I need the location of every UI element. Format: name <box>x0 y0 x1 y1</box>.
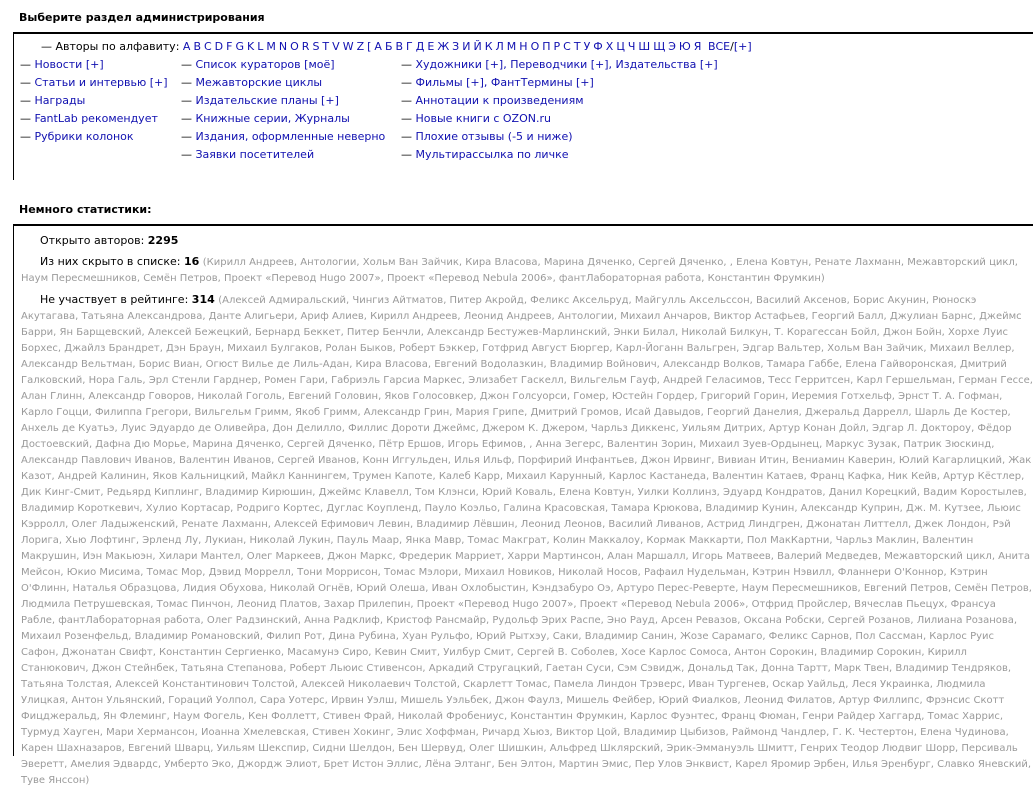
cyrillic-letter-link[interactable]: Л <box>495 40 504 53</box>
cyrillic-letter-link[interactable]: А <box>374 40 382 53</box>
latin-letter-link[interactable]: K <box>247 40 255 53</box>
dash-bullet: — <box>401 112 412 125</box>
admin-link-row <box>181 148 401 166</box>
admin-link-row <box>401 130 801 148</box>
admin-link[interactable]: Новости [+] <box>34 58 104 71</box>
admin-link-row <box>20 130 181 148</box>
latin-letter-link[interactable]: R <box>301 40 310 53</box>
hidden-authors-list: (Кирилл Андреев, Антологии, Хольм Ван Зайчик, Кира Власова, Марина Дяченко, Сергей Дяченко, , Елена Ковтун, Ренате Лахманн, Межавторский цикл, Наум Пересмешников, Семён Петров, Проект «Перевод Hugo 2007», Проект «Перевод Nebula 2006», фантЛабораторная работа, Константин Фрумкин) <box>21 257 1018 284</box>
cyrillic-letter-link[interactable]: Ф <box>593 40 603 53</box>
admin-links-column-3 <box>401 58 801 166</box>
latin-letter-link[interactable]: G <box>235 40 245 53</box>
latin-letter-link[interactable]: Z <box>356 40 365 53</box>
admin-links-column-1 <box>20 58 181 166</box>
cyrillic-letter-link[interactable]: С <box>563 40 571 53</box>
cyrillic-letter-link[interactable]: Ш <box>638 40 651 53</box>
cyrillic-letter-link[interactable]: Ц <box>616 40 625 53</box>
admin-link[interactable]: Новые книги с OZON.ru <box>415 112 551 125</box>
cyrillic-letter-link[interactable]: Ж <box>437 40 450 53</box>
slash-separator: / <box>730 40 734 53</box>
latin-letter-link[interactable]: L <box>257 40 264 53</box>
authors-by-alphabet-label: — Авторы по алфавиту: <box>41 40 180 53</box>
admin-link[interactable]: Плохие отзывы (-5 и ниже) <box>415 130 573 143</box>
dash-bullet: — <box>20 94 31 107</box>
latin-letter-link[interactable]: O <box>290 40 299 53</box>
admin-link[interactable]: Заявки посетителей <box>195 148 315 161</box>
cyrillic-letter-link[interactable]: Н <box>519 40 528 53</box>
dash-bullet: — <box>20 130 31 143</box>
dash-bullet: — <box>181 148 192 161</box>
cyrillic-letter-link[interactable]: З <box>452 40 460 53</box>
admin-link[interactable]: Издательские планы [+] <box>195 94 339 107</box>
dash-bullet: — <box>401 130 412 143</box>
cyrillic-letter-link[interactable]: И <box>462 40 471 53</box>
alphabet-nav <box>14 34 1033 58</box>
admin-link-row <box>181 76 401 94</box>
cyrillic-letter-link[interactable]: Й <box>473 40 482 53</box>
cyrillic-letter-link[interactable]: Г <box>406 40 413 53</box>
latin-letter-link[interactable]: M <box>266 40 276 53</box>
admin-link[interactable]: Книжные серии, Журналы <box>195 112 350 125</box>
admin-link[interactable]: Мультирассылка по личке <box>415 148 569 161</box>
opened-authors-label: Открыто авторов: <box>40 234 145 247</box>
admin-link-row <box>401 94 801 112</box>
dash-bullet: — <box>181 76 192 89</box>
dash-bullet: — <box>20 76 31 89</box>
dash-bullet: — <box>181 58 192 71</box>
admin-link[interactable]: Список кураторов [моё] <box>195 58 335 71</box>
admin-links-grid <box>14 58 1033 166</box>
dash-bullet: — <box>401 94 412 107</box>
cyrillic-letter-link[interactable]: Щ <box>653 40 666 53</box>
dash-bullet: — <box>181 94 192 107</box>
cyrillic-letter-link[interactable]: В <box>395 40 404 53</box>
unrated-authors-label: Не участвует в рейтинге: <box>40 293 189 306</box>
latin-letters <box>183 40 367 53</box>
dash-bullet: — <box>401 76 412 89</box>
unrated-authors-count: 314 <box>191 293 215 306</box>
admin-link[interactable]: Награды <box>34 94 86 107</box>
dash-bullet: — <box>181 112 192 125</box>
cyrillic-letter-link[interactable]: К <box>484 40 493 53</box>
latin-letter-link[interactable]: B <box>193 40 201 53</box>
cyrillic-letter-link[interactable]: Я <box>693 40 702 53</box>
admin-link-row <box>401 76 801 94</box>
admin-link-row <box>20 58 181 76</box>
hidden-authors-count: 16 <box>183 255 200 268</box>
admin-link-row <box>20 112 181 130</box>
admin-link[interactable]: FantLab рекомендует <box>34 112 158 125</box>
admin-link-row <box>181 112 401 130</box>
admin-link-row <box>20 94 181 112</box>
cyrillic-letters <box>374 40 704 53</box>
latin-letter-link[interactable]: F <box>226 40 233 53</box>
admin-section-title: Выберите раздел администрирования <box>19 11 265 24</box>
dash-bullet: — <box>181 130 192 143</box>
dash-bullet: — <box>401 58 412 71</box>
admin-link[interactable]: Статьи и интервью [+] <box>34 76 168 89</box>
all-letters-link[interactable]: ВСЕ <box>707 40 731 53</box>
latin-letter-link[interactable]: V <box>332 40 340 53</box>
dash-bullet: — <box>401 148 412 161</box>
latin-letter-link[interactable]: A <box>182 40 191 53</box>
admin-link[interactable]: Аннотации к произведениям <box>415 94 584 107</box>
opened-authors-stat <box>40 233 1033 248</box>
cyrillic-letter-link[interactable]: М <box>506 40 517 53</box>
admin-link-row <box>181 130 401 148</box>
admin-link-row <box>401 112 801 130</box>
unrated-authors-stat <box>21 292 1033 788</box>
latin-letter-link[interactable]: S <box>312 40 320 53</box>
admin-link-row <box>181 58 401 76</box>
hidden-authors-label: Из них скрыто в списке: <box>40 255 181 268</box>
cyrillic-letter-link[interactable]: Д <box>415 40 425 53</box>
cyrillic-letter-link[interactable]: Б <box>384 40 393 53</box>
cyrillic-letter-link[interactable]: Е <box>427 40 435 53</box>
admin-link-row <box>401 58 801 76</box>
latin-letter-link[interactable]: N <box>278 40 288 53</box>
cyrillic-letter-link[interactable]: Ч <box>627 40 636 53</box>
latin-letter-link[interactable]: D <box>214 40 224 53</box>
admin-link-row <box>20 76 181 94</box>
dash-bullet: — <box>20 112 31 125</box>
cyrillic-letter-link[interactable]: У <box>583 40 591 53</box>
cyrillic-letter-link[interactable]: Р <box>553 40 561 53</box>
unrated-authors-list: (Алексей Адмиральский, Чингиз Айтматов, Питер Акройд, Феликс Аксельруд, Майгулль Аксельссон, Василий Аксенов, Борис Акунин, Рюноскэ Акутагава, Татьяна Александрова, Данте Алигьери, Ариф Алиев, Кирилл Андреев, Леонид Андреев, Антологии, Михаил Анчаров, Виктор Астафьев, Георгий Балл, Джулиан Барнс, Джеймс Барри, Ян Барщевский, Алексей Бежецкий, Бернард Беккет, Питер Бенчли, Александр Бестужев-Марлинский, Энки Билал, Николай Билкун, Т. Корагессан Бойл, Джон Бойн, Хорхе Луис Борхес, Джайлз Брандрет, Дэн Браун, Михаил Булгаков, Ролан Быков, Роберт Бэккер, Готфрид Август Бюргер, Карл-Йоганн Вальгрен, Эдгар Вальтер, Хольм Ван Зайчик, Михаил Веллер, Александр Вельтман, Борис Виан, Огюст Вилье де Лиль-Адан, Кира Власова, Евгений Водолазкин, Владимир Войнович, Александр Волков, Тамара Габбе, Елена Гайворонская, Дмитрий Галковский, Нора Галь, Эрл Стенли Гарднер, Ромен Гари, Габриэль Гарсиа Маркес, Элизабет Гаскелл, Вильгельм Гауф, Андрей Геласимов, Тесс Герритсен, Карл Гершельман, Герман Гессе, Алан Глинн, Александр Говоров, Николай Гоголь, Евгений Головин, Яков Голосовкер, Джон Голсуорси, Гомер, Юстейн Гордер, Григорий Горин, Иеремия Готхельф, Эрнст Т. А. Гофман, Карло Гоцци, Филиппа Грегори, Вильгельм Гримм, Якоб Гримм, Александр Грин, Мария Грипе, Дмитрий Громов, Исай Давыдов, Георгий Данелия, Джеральд Даррелл, Шарль Де Костер, Анхель де Куатьэ, Луис Эдуардо де Оливейра, Дон Делилло, Филлис Дороти Джеймс, Джером К. Джером, Чарльз Диккенс, Уильям Дитрих, Артур Конан Дойл, Эдгар Л. Доктороу, Фёдор Достоевский, Дафна Дю Морье, Марина Дяченко, Сергей Дяченко, Пётр Ершов, Игорь Ефимов, , Анна Зегерс, Валентин Зорин, Михаил Зуев-Ордынец, Маркус Зузак, Патрик Зюскинд, Александр Павлович Иванов, Валентин Иванов, Сергей Иванов, Конн Иггульден, Илья Ильф, Порфирий Инфантьев, Джон Ирвинг, Вивиан Итин, Вениамин Каверин, Юлий Кагарлицкий, Жак Казот, Андрей Калинин, Яков Кальницкий, Майкл Каннингем, Трумен Капоте, Калеб Карр, Михаил Карунный, Карлос Кастанеда, Валентин Катаев, Франц Кафка, Ник Кейв, Артур Кёстлер, Дик Кинг-Смит, Редьярд Киплинг, Владимир Кирюшин, Джеймс Клавелл, Том Клэнси, Юрий Коваль, Елена Ковтун, Уилки Коллинз, Эдуард Кондратов, Данил Корецкий, Вадим Коростылев, Владимир Короткевич, Хулио Кортасар, Родриго Кортес, Дуглас Коупленд, Пауло Коэльо, Галина Красовская, Тамара Крюкова, Владимир Кунин, Александр Куприн, Дж. М. Кутзее, Льюис Кэрролл, Олег Ладыженский, Ренате Лахманн, Алексей Ефимович Левин, Владимир Лёвшин, Леонид Леонов, Василий Ливанов, Астрид Линдгрен, Джонатан Литтелл, Джек Лондон, Рэй Лорига, Хью Лофтинг, Эрленд Лу, Лукиан, Николай Лукин, Пауль Маар, Янка Мавр, Томас Макграт, Колин Маккалоу, Кормак Маккарти, Пол МакКартни, Чарльз Маклин, Валентин Макрушин, Иэн Макьюэн, Хилари Мантел, Олег Маркеев, Джон Маркс, Фредерик Марриет, Харри Мартинсон, Алан Маршалл, Игорь Матвеев, Валерий Медведев, Межавторский цикл, Анита Мейсон, Юкио Мисима, Томас Мор, Дэвид Моррелл, Тони Моррисон, Томас Мэлори, Михаил Новиков, Николай Носов, Рафаил Нудельман, Кэтрин Нэвилл, Фланнери О'Коннор, Кэтрин О'Флинн, Наталья Образцова, Лидия Обухова, Николай Огнёв, Юрий Олеша, Иван Охлобыстин, Кэндзабуро Оэ, Артуро Перес-Реверте, Наум Пересмешников, Евгений Петров, Семён Петров, Людмила Петрушевская, Томас Пинчон, Леонид Платов, Захар Прилепин, Проект «Перевод Hugo 2007», Проект «Перевод Nebula 2006», Отфрид Пройслер, Вячеслав Пьецух, Франсуа Рабле, фантЛабораторная работа, Олег Радзинский, Анна Радклиф, Кристоф Рансмайр, Рудольф Эрих Распе, Эно Рауд, Арсен Ревазов, Оксана Робски, Сергей Розанов, Лилиана Розанова, Михаил Розенфельд, Владимир Романовский, Филип Рот, Дина Рубина, Хуан Рульфо, Юрий Рытхэу, Саки, Владимир Санин, Жозе Сарамаго, Феликс Сарнов, Пол Сассман, Карлос Руис Сафон, Джонатан Свифт, Константин Сергиенко, Масамунэ Сиро, Кевин Смит, Уилбур Смит, Сергей В. Соболев, Хосе Карлос Сомоса, Антон Сорокин, Владимир Сорокин, Кирилл Станюкович, Джон Стейнбек, Татьяна Степанова, Роберт Льюис Стивенсон, Аркадий Стругацкий, Гаетан Суси, Сэм Сэвидж, Дональд Так, Донна Тартт, Марк Твен, Владимир Тендряков, Татьяна Толстая, Алексей Константинович Толстой, Алексей Николаевич Толстой, Скарлетт Томас, Памела Линдон Трэверс, Иван Тургенев, Оскар Уайльд, Леся Украинка, Людмила Улицкая, Антон Ульянский, Гораций Уолпол, Сара Уотерс, Ирвин Уэлш, Мишель Уэльбек, Джон Фаулз, Мишель Фейбер, Юрий Фиалков, Леонид Филатов, Артур Филлипс, Фрэнсис Скотт Фицджеральд, Ян Флеминг, Наум Фогель, Кен Фоллетт, Стивен Фрай, Николай Фробениус, Константин Фрумкин, Карлос Фуэнтес, Франц Фюман, Генри Райдер Хаггард, Томас Харрис, Турмуд Хауген, Мари Хермансон, Иоанна Хмелевская, Стивен Хокинг, Элис Хоффман, Ричард Хьюз, Виктор Цой, Владимир Цыбизов, Раймонд Чандлер, Г. К. Честертон, Елена Чудинова, Карен Шахназаров, Евгений Шварц, Уильям Шекспир, Сидни Шелдон, Бен Шервуд, Олег Шишкин, Альфред Шклярский, Эрик-Эммануэль Шмитт, Генрих Теодор Людвиг Шорр, Персиваль Эверетт, Амелия Эдвардс, Умберто Эко, Джордж Элиот, Брет Истон Эллис, Лёна Элтанг, Бен Элтон, Мартин Эмис, Пер Улов Энквист, Карел Яромир Эрбен, Илья Эренбург, Славко Яневский, Туве Янссон) <box>21 295 1033 786</box>
cyrillic-letter-link[interactable]: Х <box>605 40 614 53</box>
admin-link[interactable]: Фильмы [+], ФантТермины [+] <box>415 76 594 89</box>
dash-bullet: — <box>20 58 31 71</box>
stats-panel <box>13 226 1033 786</box>
cyrillic-letter-link[interactable]: Т <box>573 40 581 53</box>
latin-letter-link[interactable]: T <box>322 40 330 53</box>
opened-authors-count: 2295 <box>147 234 179 247</box>
admin-panel <box>13 34 1033 180</box>
latin-letter-link[interactable]: W <box>342 40 354 53</box>
cyrillic-letter-link[interactable]: Э <box>668 40 676 53</box>
cyrillic-letter-link[interactable]: Ю <box>678 40 691 53</box>
admin-link[interactable]: Издания, оформленные неверно <box>195 130 386 143</box>
admin-link[interactable]: Рубрики колонок <box>34 130 134 143</box>
hidden-authors-stat <box>21 254 1033 286</box>
add-author-link[interactable]: [+] <box>733 40 752 53</box>
latin-letter-link[interactable]: C <box>203 40 212 53</box>
admin-link-row <box>401 148 801 166</box>
cyrillic-letter-link[interactable]: П <box>542 40 551 53</box>
bracket-open: [ <box>367 40 372 53</box>
admin-links-column-2 <box>181 58 401 166</box>
admin-link-row <box>181 94 401 112</box>
cyrillic-letter-link[interactable]: О <box>530 40 540 53</box>
admin-link[interactable]: Художники [+], Переводчики [+], Издательства [+] <box>415 58 718 71</box>
stats-section-title: Немного статистики: <box>19 203 152 216</box>
admin-link[interactable]: Межавторские циклы <box>195 76 323 89</box>
